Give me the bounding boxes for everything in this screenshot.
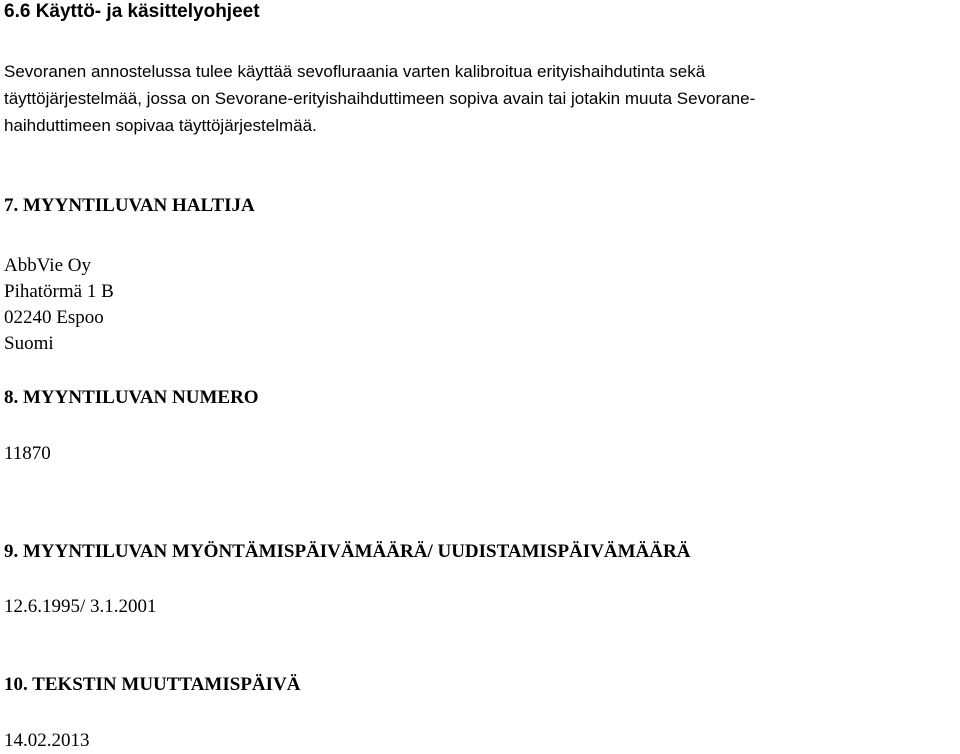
marketing-authorisation-number: 11870 bbox=[4, 443, 51, 464]
marketing-authorisation-holder-address bbox=[4, 253, 114, 357]
paragraph-line: haihduttimeen sopivaa täyttöjärjestelmää. bbox=[4, 116, 317, 135]
paragraph-line: Sevoranen annostelussa tulee käyttää sevofluraania varten kalibroitua erityishaihdutinta sekä bbox=[4, 62, 706, 81]
section-9-heading: 9. MYYNTILUVAN MYÖNTÄMISPÄIVÄMÄÄRÄ/ UUDISTAMISPÄIVÄMÄÄRÄ bbox=[4, 541, 691, 562]
address-line: Pihatörmä 1 B bbox=[4, 281, 114, 302]
section-8-heading: 8. MYYNTILUVAN NUMERO bbox=[4, 387, 259, 408]
text-revision-date: 14.02.2013 bbox=[4, 730, 90, 751]
address-line: Suomi bbox=[4, 333, 54, 354]
address-line: AbbVie Oy bbox=[4, 255, 91, 276]
section-6-6-paragraph bbox=[4, 58, 755, 139]
address-line: 02240 Espoo bbox=[4, 307, 104, 328]
paragraph-line: täyttöjärjestelmää, jossa on Sevorane-erityishaihduttimeen sopiva avain tai jotakin muuta Sevorane- bbox=[4, 89, 756, 108]
section-7-heading: 7. MYYNTILUVAN HALTIJA bbox=[4, 195, 255, 216]
section-6-6-heading: 6.6 Käyttö- ja käsittelyohjeet bbox=[4, 1, 260, 22]
authorisation-dates: 12.6.1995/ 3.1.2001 bbox=[4, 596, 157, 617]
section-10-heading: 10. TEKSTIN MUUTTAMISPÄIVÄ bbox=[4, 674, 301, 695]
document-page bbox=[4, 0, 954, 750]
